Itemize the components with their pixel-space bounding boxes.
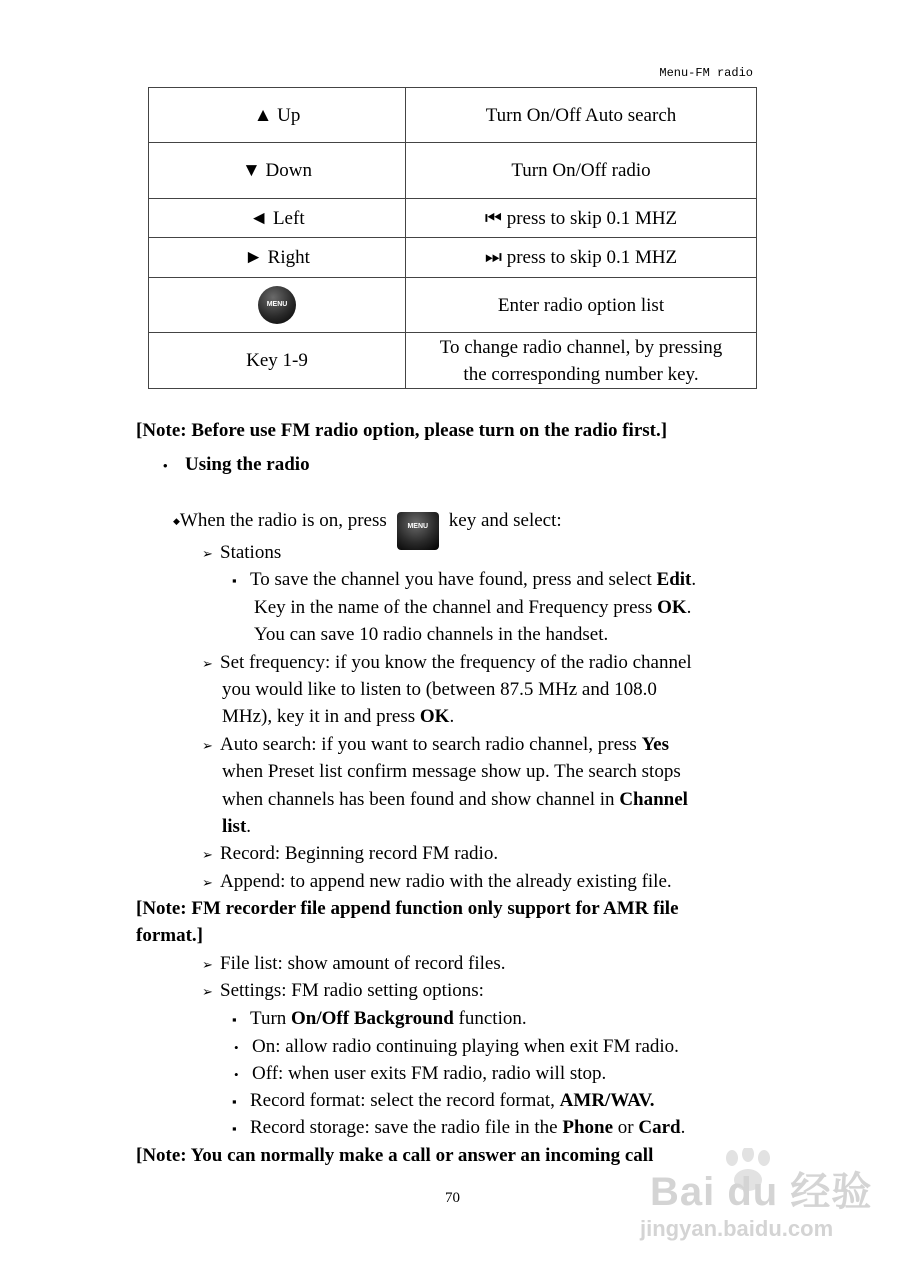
- setting-on: [234, 1033, 679, 1061]
- table-row: [149, 143, 757, 199]
- detail-text: Record format: select the record format,: [250, 1090, 560, 1111]
- list-item-text: Stations: [220, 542, 282, 563]
- diamond-bullet-icon: ◆: [173, 516, 180, 526]
- page-header: Menu-FM radio: [659, 66, 753, 80]
- list-item-stations: [202, 539, 281, 567]
- set-frequency-text: you would like to listen to (between 87.5 MHz and 108.0: [222, 679, 657, 700]
- list-item-record: [202, 840, 498, 868]
- key-function-table: [148, 87, 757, 389]
- action-cell: [406, 199, 757, 238]
- bullet-dot-icon: •: [163, 458, 168, 473]
- detail-bold: On/Off Background: [291, 1008, 454, 1029]
- detail-text: .: [686, 597, 692, 618]
- note-turn-on-radio: [Note: Before use FM radio option, please turn on the radio first.]: [136, 420, 668, 441]
- watermark: [640, 1148, 880, 1258]
- key-cell: [149, 238, 406, 278]
- detail-bold: AMR/WAV.: [559, 1090, 655, 1111]
- note-incoming-call: [Note: You can normally make a call or answer an incoming call: [136, 1145, 654, 1166]
- arrowhead-bullet-icon: ➢: [202, 656, 213, 671]
- left-arrow-icon: ◄: [249, 207, 269, 229]
- arrowhead-bullet-icon: ➢: [202, 847, 213, 862]
- watermark-logo: Bai du 经验: [650, 1170, 873, 1214]
- auto-search-text: when Preset list confirm message show up. The search stops: [222, 761, 681, 782]
- action-cell: Turn On/Off radio: [406, 143, 757, 199]
- detail-bold: Yes: [641, 734, 670, 755]
- list-item-text: Append: to append new radio with the already existing file.: [220, 871, 672, 892]
- menu-instruction-text: key and select:: [448, 510, 562, 531]
- list-item-text: File list: show amount of record files.: [220, 953, 506, 974]
- detail-bold: OK: [657, 597, 687, 618]
- page-number: 70: [445, 1190, 460, 1206]
- list-item-text: Settings: FM radio setting options:: [220, 980, 484, 1001]
- menu-key-icon: MENU: [397, 512, 439, 550]
- key-label: Left: [268, 207, 305, 229]
- down-arrow-icon: ▼: [241, 160, 261, 181]
- up-arrow-icon: ▲: [253, 104, 273, 126]
- table-row: [149, 199, 757, 238]
- action-cell: [406, 333, 757, 389]
- detail-bold: Channel: [619, 789, 688, 810]
- detail-text: Turn: [250, 1008, 292, 1029]
- list-item-text: Record: Beginning record FM radio.: [220, 843, 499, 864]
- right-arrow-icon: ►: [244, 247, 263, 268]
- detail-text: .: [680, 1117, 686, 1138]
- table-row: [149, 238, 757, 278]
- arrowhead-bullet-icon: ➢: [202, 957, 213, 972]
- arrowhead-bullet-icon: ➢: [202, 546, 213, 561]
- setting-off: [234, 1060, 606, 1088]
- setting-record-format: [232, 1087, 655, 1115]
- section-heading-text: Using the radio: [185, 454, 310, 475]
- action-label: press to skip 0.1 MHZ: [501, 247, 678, 268]
- watermark-url: jingyan.baidu.com: [640, 1216, 834, 1241]
- note-append-format: format.]: [136, 925, 203, 946]
- detail-text: MHz), key it in and press: [222, 706, 420, 727]
- auto-search-text: [222, 786, 688, 813]
- detail-text: when channels has been found and show channel in: [222, 789, 620, 810]
- key-cell: [149, 278, 406, 333]
- stations-detail: [232, 566, 696, 594]
- detail-text: To save the channel you have found, press and select: [250, 569, 657, 590]
- action-line: To change radio channel, by pressing: [439, 336, 723, 358]
- menu-key-icon: MENU: [258, 286, 296, 324]
- key-label: Down: [260, 160, 312, 181]
- action-cell: Turn On/Off Auto search: [406, 88, 757, 143]
- detail-bold: OK: [419, 706, 450, 727]
- stations-detail: You can save 10 radio channels in the handset.: [254, 624, 609, 645]
- key-label: Right: [262, 247, 310, 268]
- list-item-auto-search: [202, 731, 669, 759]
- detail-text: function.: [453, 1008, 527, 1029]
- detail-bold: Card: [638, 1117, 681, 1138]
- list-item-text: Set frequency: if you know the frequency of the radio channel: [220, 652, 692, 673]
- arrowhead-bullet-icon: ➢: [202, 738, 213, 753]
- table-row: [149, 88, 757, 143]
- detail-bold: Phone: [562, 1117, 614, 1138]
- table-row: [149, 278, 757, 333]
- detail-text: Off: when user exits FM radio, radio will stop.: [252, 1063, 607, 1084]
- key-cell: Key 1-9: [149, 333, 406, 389]
- action-cell: [406, 238, 757, 278]
- list-item-set-frequency: [202, 649, 692, 677]
- square-bullet-icon: ▪: [232, 1121, 237, 1136]
- skip-forward-icon: ⏭: [484, 247, 502, 268]
- detail-text: .: [246, 816, 252, 837]
- detail-text: On: allow radio continuing playing when exit FM radio.: [252, 1036, 679, 1057]
- detail-text: .: [449, 706, 455, 727]
- key-label: Up: [272, 104, 301, 126]
- key-cell: [149, 199, 406, 238]
- menu-instruction-text: When the radio is on, press: [179, 510, 387, 531]
- setting-record-storage: [232, 1114, 685, 1142]
- detail-bold: list: [222, 816, 247, 837]
- detail-text: .: [691, 569, 697, 590]
- note-append-format: [Note: FM recorder file append function only support for AMR file: [136, 898, 679, 919]
- action-label: press to skip 0.1 MHZ: [501, 207, 678, 229]
- section-heading: [163, 451, 310, 479]
- key-cell: [149, 143, 406, 199]
- square-bullet-icon: ▪: [232, 1094, 237, 1109]
- arrowhead-bullet-icon: ➢: [202, 875, 213, 890]
- action-line: the corresponding number key.: [463, 363, 699, 385]
- detail-bold: Edit: [656, 569, 692, 590]
- detail-text: Key in the name of the channel and Frequency press: [254, 597, 658, 618]
- bullet-dot-icon: •: [234, 1040, 239, 1055]
- table-row: [149, 333, 757, 389]
- action-cell: Enter radio option list: [406, 278, 757, 333]
- set-frequency-text: [222, 703, 454, 730]
- list-item-file-list: [202, 950, 505, 978]
- setting-background: [232, 1005, 527, 1033]
- list-item-text: Auto search: if you want to search radio channel, press: [220, 734, 642, 755]
- square-bullet-icon: ▪: [232, 573, 237, 588]
- list-item-settings: [202, 977, 484, 1005]
- list-item-append: [202, 868, 672, 896]
- detail-text: or: [613, 1117, 639, 1138]
- detail-text: Record storage: save the radio file in the: [250, 1117, 563, 1138]
- stations-detail: [254, 594, 691, 621]
- bullet-dot-icon: •: [234, 1067, 239, 1082]
- arrowhead-bullet-icon: ➢: [202, 984, 213, 999]
- skip-back-icon: ⏮: [484, 207, 502, 229]
- key-cell: [149, 88, 406, 143]
- auto-search-text: [222, 813, 251, 840]
- square-bullet-icon: ▪: [232, 1012, 237, 1027]
